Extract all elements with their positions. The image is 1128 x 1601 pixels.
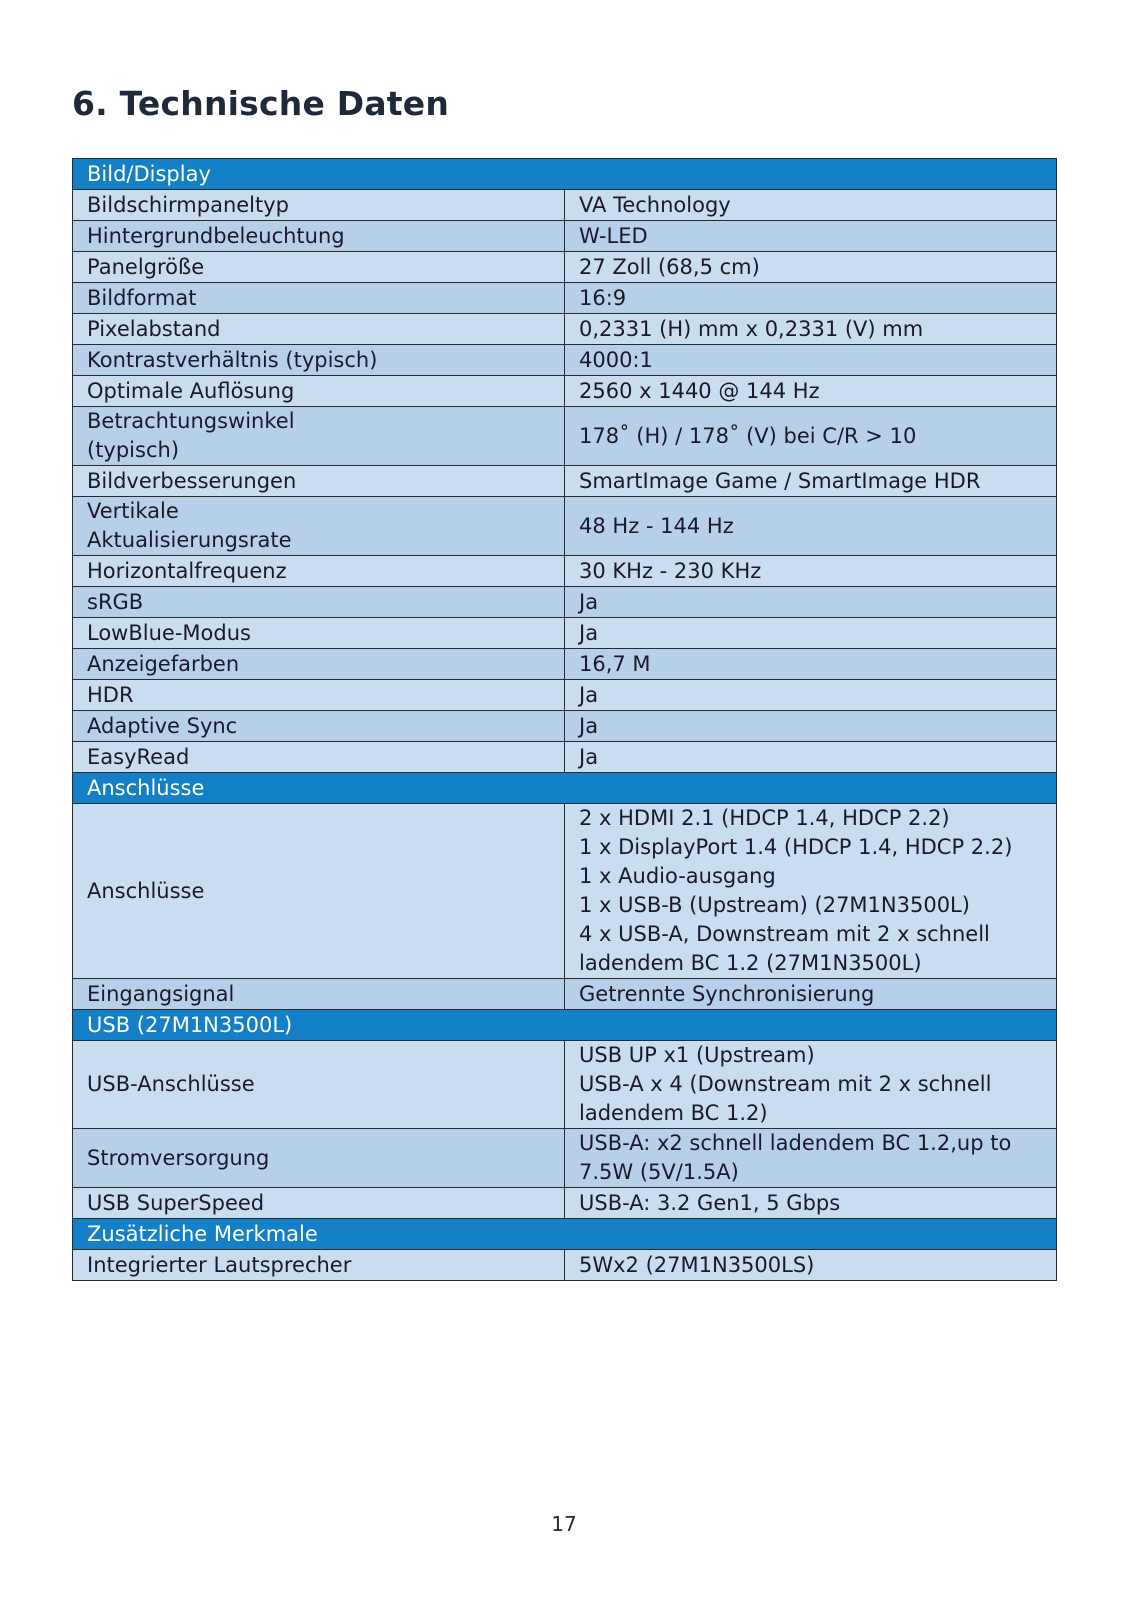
table-row <box>73 283 1057 314</box>
section-title: Anschlüsse <box>73 773 1057 804</box>
spec-value: Getrennte Synchronisierung <box>565 979 1057 1010</box>
table-row <box>73 1188 1057 1219</box>
spec-value: USB UP x1 (Upstream) USB-A x 4 (Downstream mit 2 x schnell ladendem BC 1.2) <box>565 1041 1057 1129</box>
section-header <box>73 159 1057 190</box>
spec-value: 27 Zoll (68,5 cm) <box>565 252 1057 283</box>
spec-value: 4000:1 <box>565 345 1057 376</box>
spec-label: EasyRead <box>73 742 565 773</box>
spec-label: Bildschirmpaneltyp <box>73 190 565 221</box>
table-row <box>73 314 1057 345</box>
spec-label: Anschlüsse <box>73 804 565 979</box>
table-row <box>73 497 1057 556</box>
table-row <box>73 1041 1057 1129</box>
table-row <box>73 649 1057 680</box>
spec-value: 30 KHz - 230 KHz <box>565 556 1057 587</box>
spec-label: Vertikale Aktualisierungsrate <box>73 497 565 556</box>
spec-label: LowBlue-Modus <box>73 618 565 649</box>
spec-label: Kontrastverhältnis (typisch) <box>73 345 565 376</box>
spec-value: 2 x HDMI 2.1 (HDCP 1.4, HDCP 2.2) 1 x DisplayPort 1.4 (HDCP 1.4, HDCP 2.2) 1 x Audio-ausgang 1 x USB-B (Upstream) (27M1N3500L) 4 x USB-A, Downstream mit 2 x schnell ladendem BC 1.2 (27M1N3500L) <box>565 804 1057 979</box>
table-row <box>73 587 1057 618</box>
section-header <box>73 1010 1057 1041</box>
spec-value: Ja <box>565 680 1057 711</box>
section-title: Bild/Display <box>73 159 1057 190</box>
spec-label: Optimale Auflösung <box>73 376 565 407</box>
table-row <box>73 376 1057 407</box>
page-title: 6. Technische Daten <box>72 84 450 123</box>
spec-value: VA Technology <box>565 190 1057 221</box>
spec-label: Pixelabstand <box>73 314 565 345</box>
table-row <box>73 742 1057 773</box>
spec-value: SmartImage Game / SmartImage HDR <box>565 466 1057 497</box>
spec-value: 16:9 <box>565 283 1057 314</box>
spec-label: Stromversorgung <box>73 1129 565 1188</box>
spec-label: Bildverbesserungen <box>73 466 565 497</box>
spec-value: USB-A: 3.2 Gen1, 5 Gbps <box>565 1188 1057 1219</box>
table-row <box>73 618 1057 649</box>
spec-label: Anzeigefarben <box>73 649 565 680</box>
spec-label: sRGB <box>73 587 565 618</box>
page-number: 17 <box>551 1512 577 1536</box>
table-row <box>73 979 1057 1010</box>
spec-label: HDR <box>73 680 565 711</box>
spec-label: Bildformat <box>73 283 565 314</box>
spec-label: USB-Anschlüsse <box>73 1041 565 1129</box>
table-row <box>73 680 1057 711</box>
spec-value: Ja <box>565 587 1057 618</box>
spec-value: 2560 x 1440 @ 144 Hz <box>565 376 1057 407</box>
spec-label: Panelgröße <box>73 252 565 283</box>
spec-value: 48 Hz - 144 Hz <box>565 497 1057 556</box>
table-row <box>73 252 1057 283</box>
spec-label: Adaptive Sync <box>73 711 565 742</box>
spec-label: USB SuperSpeed <box>73 1188 565 1219</box>
spec-value: 178˚ (H) / 178˚ (V) bei C/R > 10 <box>565 407 1057 466</box>
table-row <box>73 1250 1057 1281</box>
table-row <box>73 1129 1057 1188</box>
table-row <box>73 190 1057 221</box>
table-row <box>73 556 1057 587</box>
spec-label: Horizontalfrequenz <box>73 556 565 587</box>
table-row <box>73 711 1057 742</box>
table-row <box>73 407 1057 466</box>
spec-value: 0,2331 (H) mm x 0,2331 (V) mm <box>565 314 1057 345</box>
table-row <box>73 345 1057 376</box>
spec-value: USB-A: x2 schnell ladendem BC 1.2,up to 7.5W (5V/1.5A) <box>565 1129 1057 1188</box>
spec-value: 16,7 M <box>565 649 1057 680</box>
spec-label: Integrierter Lautsprecher <box>73 1250 565 1281</box>
section-header <box>73 1219 1057 1250</box>
section-title: Zusätzliche Merkmale <box>73 1219 1057 1250</box>
spec-label: Hintergrundbeleuchtung <box>73 221 565 252</box>
spec-label: Eingangsignal <box>73 979 565 1010</box>
section-title: USB (27M1N3500L) <box>73 1010 1057 1041</box>
spec-value: Ja <box>565 711 1057 742</box>
table-row <box>73 804 1057 979</box>
spec-label: Betrachtungswinkel (typisch) <box>73 407 565 466</box>
section-header <box>73 773 1057 804</box>
table-row <box>73 221 1057 252</box>
spec-value: 5Wx2 (27M1N3500LS) <box>565 1250 1057 1281</box>
table-row <box>73 466 1057 497</box>
spec-value: Ja <box>565 742 1057 773</box>
spec-value: W-LED <box>565 221 1057 252</box>
spec-value: Ja <box>565 618 1057 649</box>
spec-table <box>72 158 1057 1281</box>
